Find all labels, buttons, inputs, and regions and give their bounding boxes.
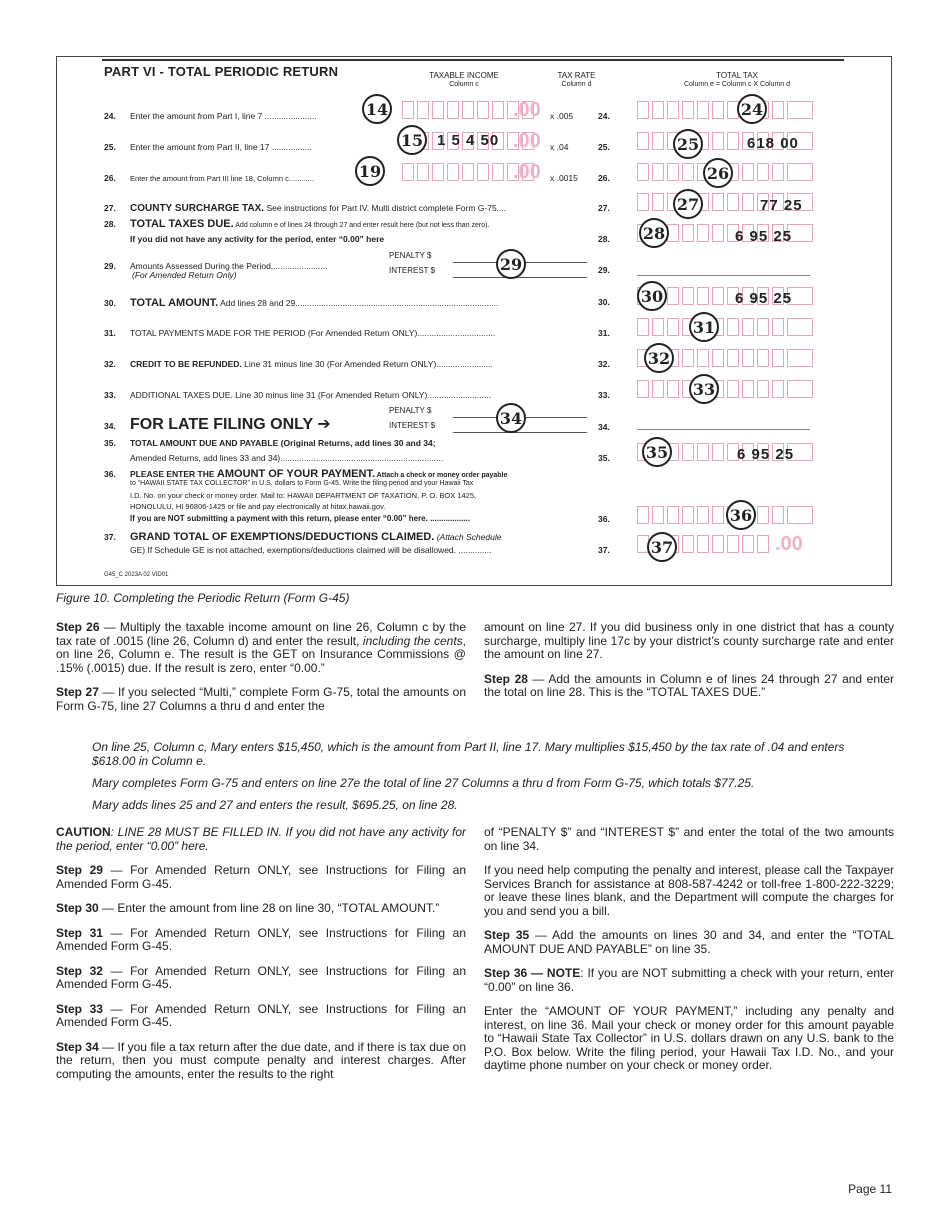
col-d-header: TAX RATE Column d (557, 71, 596, 88)
line-29-separator (637, 275, 810, 276)
line-37: 37. GRAND TOTAL OF EXEMPTIONS/DEDUCTIONS CLAIMED. (Attach Schedule (104, 531, 502, 543)
line-24-cents: .00 (513, 99, 541, 121)
line-24-col-e-boxes[interactable] (637, 101, 816, 119)
mary-example (92, 740, 872, 820)
line-31-ref: 31. (598, 328, 610, 338)
line-24-col-c-marker: 14 (362, 94, 392, 124)
step-27: Step 27 — If you selected “Multi,” complete Form G-75, total the amounts on Form G-75, line 27 Columns a thru d and enter the (56, 685, 467, 713)
line-35-ref: 35. (598, 453, 610, 463)
line-29-interest-label: INTEREST $ (389, 266, 436, 275)
line-28-note: If you did not have any activity for the period, enter “0.00” here (130, 234, 385, 244)
line-29-marker: 29 (496, 249, 526, 279)
line-29-penalty-label: PENALTY $ (389, 251, 432, 260)
line-36-note-1: to “HAWAII STATE TAX COLLECTOR” in U.S. dollars to Form G-45. Write the filing period and your Hawaii Tax (130, 480, 474, 487)
step-30: Step 30 — Enter the amount from line 28 on line 30, “TOTAL AMOUNT.” (56, 901, 440, 915)
line-31-col-e-boxes[interactable] (637, 318, 816, 336)
line-29: 29. Amounts Assessed During the Period,....................... (104, 261, 328, 271)
line-32-ref: 32. (598, 359, 610, 369)
line-25-rate: x .04 (550, 142, 569, 152)
line-28: 28. TOTAL TAXES DUE. Add column e of lines 24 through 27 and enter result here (but not less than zero). (104, 218, 490, 230)
step-28: Step 28 — Add the amounts in Column e of lines 24 through 27 and enter the total on line 28. This is the “TOTAL TAXES DUE.” (484, 671, 895, 699)
line-30: 30. TOTAL AMOUNT. Add lines 28 and 29...................................................................................... (104, 297, 499, 309)
line-33-col-e-boxes[interactable] (637, 380, 816, 398)
step-29: Step 29 — For Amended Return ONLY, see Instructions for Filing an Amended Form G-45. (56, 863, 466, 891)
payment-paragraph: Enter the “AMOUNT OF YOUR PAYMENT,” including any penalty and interest, on line 36. Mail your check or money order for this amount payable to “Hawaii State Tax Collector” in U.S. dollars drawn on any U.S. bank to the P.O. Box below. Write the filing period, your Hawaii Tax I.D. No., and your daytime phone number on your check or money order. (484, 1004, 894, 1072)
example-paragraph-1: On line 25, Column c, Mary enters $15,450, which is the amount from Part II, line 17. Mary multiplies $15,450 by the tax rate of .04 and enters $618.00 in Column e. (92, 740, 845, 768)
line-34: 34. FOR LATE FILING ONLY ➔ (104, 416, 331, 433)
col-e-header: TOTAL TAX Column e = Column c X Column d (683, 71, 791, 88)
step-33: Step 33 — For Amended Return ONLY, see Instructions for Filing an Amended Form G-45. (56, 1001, 466, 1029)
form-g45-figure (56, 56, 892, 586)
line-31-col-e-marker: 31 (689, 312, 719, 342)
line-34-marker: 34 (496, 403, 526, 433)
figure-caption: Figure 10. Completing the Periodic Return (Form G-45) (56, 591, 350, 605)
line-30-col-e-marker: 30 (637, 281, 667, 311)
form-code: G45_C 2023A 02 VID01 (104, 572, 169, 578)
example-paragraph-2: Mary completes Form G-75 and enters on line 27e the total of line 27 Columns a thru d from Form G-75, which totals $77.25. (92, 776, 755, 790)
step-27-continued: amount on line 27. If you did business only in one district that has a county surcharge, multiply line 17c by your district’s county surcharge rate and enter the amount on line 27. (484, 620, 894, 661)
step-34-continued: of “PENALTY $” and “INTEREST $” and enter the total of the two amounts on line 34. (484, 825, 894, 853)
line-36-ref: 36. (598, 514, 610, 524)
line-27: 27. COUNTY SURCHARGE TAX. See instructions for Part IV. Multi district complete Form G-75.... (104, 203, 507, 214)
line-29-note: (For Amended Return Only) (132, 270, 237, 280)
line-27-col-e-marker: 27 (673, 189, 703, 219)
line-26: 26. Enter the amount from Part III line 18, Column c............ (104, 173, 314, 183)
line-34-interest-label: INTEREST $ (389, 421, 436, 430)
line-25-col-e-marker: 25 (673, 129, 703, 159)
line-25-col-c-marker: 15 (397, 125, 427, 155)
left-column-top (56, 621, 466, 724)
line-36-note-2: I.D. No. on your check or money order. Mail to: HAWAII DEPARTMENT OF TAXATION, P. O. BOX 1425, (130, 491, 477, 500)
line-34-separator (637, 429, 810, 430)
line-37-note: GE) If Schedule GE is not attached, exemptions/deductions claimed will be disallowed. .............. (130, 545, 492, 555)
example-paragraph-3: Mary adds lines 25 and 27 and enters the result, $695.25, on line 28. (92, 798, 458, 812)
line-25: 25. Enter the amount from Part II, line 17 ................. (104, 142, 312, 152)
line-37-cents: .00 (775, 533, 803, 555)
line-26-ref: 26. (598, 173, 610, 183)
line-27-ref: 27. (598, 203, 610, 213)
right-column-top (484, 621, 894, 711)
line-30-ref: 30. (598, 297, 610, 307)
left-column-bottom (56, 826, 466, 1092)
line-35-col-e-marker: 35 (642, 437, 672, 467)
line-26-rate: x .0015 (550, 173, 578, 183)
page-number: Page 11 (848, 1182, 892, 1196)
line-37-col-e-marker: 37 (647, 532, 677, 562)
line-33: 33. ADDITIONAL TAXES DUE. Line 30 minus line 31 (For Amended Return ONLY)........................... (104, 390, 492, 400)
line-37-ref: 37. (598, 545, 610, 555)
line-26-col-e-marker: 26 (703, 158, 733, 188)
line-26-cents: .00 (513, 161, 541, 183)
step-35: Step 35 — Add the amounts on lines 30 and 34, and enter the “TOTAL AMOUNT DUE AND PAYABLE” on line 35. (484, 928, 895, 956)
line-24-rate: x .005 (550, 111, 574, 121)
step-31: Step 31 — For Amended Return ONLY, see Instructions for Filing an Amended Form G-45. (56, 925, 466, 953)
line-34-penalty-label: PENALTY $ (389, 406, 432, 415)
step-32: Step 32 — For Amended Return ONLY, see Instructions for Filing an Amended Form G-45. (56, 963, 466, 991)
step-34: Step 34 — If you file a tax return after the due date, and if there is tax due on the return, then you must compute penalty and interest charges. After computing the amounts, enter the results to the right (56, 1039, 467, 1081)
line-25-col-c-value: 1 5 4 50 (437, 132, 500, 149)
step-36: Step 36 — NOTE: If you are NOT submitting a check with your return, enter “0.00” on line 36. (484, 966, 894, 994)
line-32: 32. CREDIT TO BE REFUNDED. Line 31 minus line 30 (For Amended Return ONLY)........................ (104, 359, 493, 369)
line-34-interest-field[interactable] (453, 432, 587, 433)
line-33-col-e-marker: 33 (689, 374, 719, 404)
line-36-note-4: If you are NOT submitting a payment with this return, please enter “0.00” here. .................. (130, 514, 471, 523)
line-29-interest-field[interactable] (453, 277, 587, 278)
line-28-col-e-value: 6 95 25 (735, 228, 793, 245)
line-31: 31. TOTAL PAYMENTS MADE FOR THE PERIOD (For Amended Return ONLY)................................. (104, 328, 496, 338)
line-29-ref: 29. (598, 265, 610, 275)
line-36-col-e-marker: 36 (726, 500, 756, 530)
line-24-ref: 24. (598, 111, 610, 121)
line-35-col-e-value: 6 95 25 (737, 446, 795, 463)
top-rule (102, 59, 844, 61)
line-25-ref: 25. (598, 142, 610, 152)
line-34-ref: 34. (598, 422, 610, 432)
line-30-col-e-value: 6 95 25 (735, 290, 793, 307)
right-column-bottom (484, 826, 894, 1084)
line-35-note: Amended Returns, add lines 33 and 34)..................................................................... (130, 453, 444, 463)
line-35: 35. TOTAL AMOUNT DUE AND PAYABLE (Original Returns, add lines 30 and 34; (104, 438, 436, 448)
line-28-col-e-marker: 28 (639, 218, 669, 248)
step-26: Step 26 — Multiply the taxable income amount on line 26, Column c by the tax rate of .0015 (line 26, Column d) and enter the result, including the cents, on line 26, Column e. The result is the GET on Insurance Commissions @ .15% (.0015) due. If the result is zero, enter “0.00.” (56, 620, 466, 675)
line-27-col-e-value: 77 25 (760, 197, 803, 214)
line-24-col-e-marker: 24 (737, 94, 767, 124)
line-24: 24. Enter the amount from Part I, line 7 ...................... (104, 111, 317, 121)
line-25-cents: .00 (513, 130, 541, 152)
col-c-header: TAXABLE INCOME Column c (429, 71, 499, 88)
caution-note: CAUTION: LINE 28 MUST BE FILLED IN. If you did not have any activity for the period, enter “0.00” here. (56, 825, 466, 853)
line-32-col-e-marker: 32 (644, 343, 674, 373)
line-36-note-3: HONOLULU, HI 96806-1425 or file and pay electronically at hitax.hawaii.gov. (130, 502, 386, 511)
line-36: 36. PLEASE ENTER THE AMOUNT OF YOUR PAYMENT. Attach a check or money order payable (104, 468, 508, 480)
line-28-ref: 28. (598, 234, 610, 244)
help-paragraph: If you need help computing the penalty and interest, please call the Taxpayer Services Branch for assistance at 808-587-4242 or toll-free 1-800-222-3229; or leave these lines blank, and the Department will compute the charges for you and send you a bill. (484, 863, 894, 918)
line-26-col-c-marker: 19 (355, 156, 385, 186)
line-33-ref: 33. (598, 390, 610, 400)
line-25-col-e-value: 618 00 (747, 135, 799, 152)
part-title: PART VI - TOTAL PERIODIC RETURN (104, 64, 339, 79)
